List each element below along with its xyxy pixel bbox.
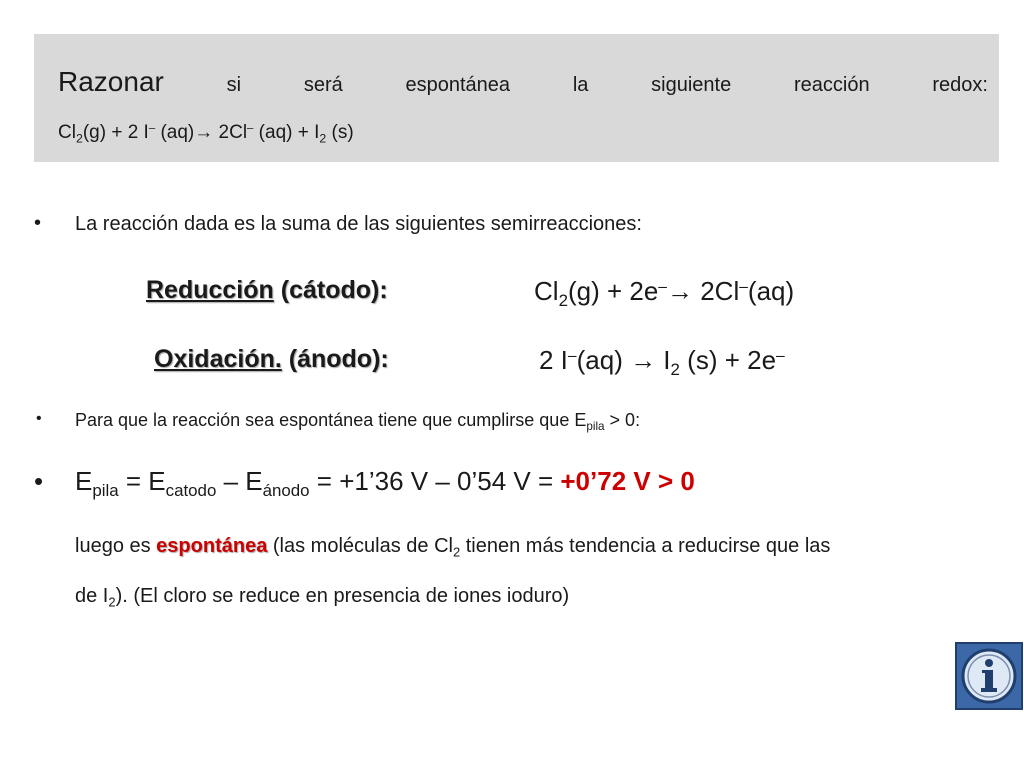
intro-text: La reacción dada es la suma de las siguientes semirreacciones:	[75, 213, 642, 235]
conclusion-line-2	[75, 585, 569, 608]
conclusion-sub: 2	[108, 594, 116, 610]
eq-part: Cl	[534, 276, 559, 306]
condition-part: Para que la reacción sea espontánea tiene que cumplirse que E	[75, 410, 587, 430]
question-box	[34, 34, 999, 162]
question-equation	[58, 122, 354, 144]
eq-sub: 2	[670, 359, 680, 379]
calc-part: E	[75, 466, 93, 496]
question-word: espontánea	[405, 74, 511, 96]
calc-part: = +1’36 V – 0’54 V =	[309, 466, 561, 496]
question-word: redox:	[932, 74, 988, 96]
eq-part: (aq)	[576, 345, 631, 375]
conclusion-sub: 2	[452, 544, 461, 560]
eq-part: 2Cl	[692, 276, 740, 306]
question-word: siguiente	[651, 74, 732, 96]
calc-part: = E	[118, 466, 166, 496]
oxidation-label-rest: (ánodo):	[281, 345, 389, 373]
bullet: •	[34, 466, 44, 496]
eq-sub: 2	[558, 290, 568, 310]
eq-part: (aq)	[747, 276, 795, 306]
oxidation-label-main: Oxidación.	[154, 345, 282, 373]
condition-text	[75, 410, 641, 434]
eq-part: (aq)	[155, 122, 195, 143]
arrow-glyph: →	[666, 276, 693, 306]
condition-sub: pila	[586, 420, 605, 434]
calc-sub: catodo	[165, 480, 217, 500]
condition-part: > 0:	[604, 410, 641, 430]
calc-sub: ánodo	[262, 480, 310, 500]
reduction-label-rest: (cátodo):	[273, 276, 388, 304]
eq-part: Cl	[58, 122, 76, 143]
question-word: si	[226, 74, 242, 96]
calc-sub: pila	[92, 480, 119, 500]
eq-sup: –	[658, 278, 667, 296]
eq-part: 2Cl	[213, 122, 248, 143]
calc-part: – E	[216, 466, 263, 496]
bullet: •	[34, 212, 42, 234]
reduction-label-main: Reducción	[146, 276, 274, 304]
question-word: reacción	[793, 74, 870, 96]
bullet: •	[36, 410, 42, 427]
eq-part: 2 I	[539, 345, 568, 375]
eq-sub: 2	[319, 131, 327, 146]
eq-part: (aq) + I	[253, 122, 320, 143]
conclusion-part: luego es	[75, 535, 157, 557]
reduction-label	[146, 276, 388, 305]
conclusion-highlight: espontánea	[156, 535, 268, 557]
reduction-equation	[534, 276, 795, 310]
eq-sup: –	[247, 122, 254, 135]
question-text	[58, 66, 988, 98]
eq-part: I	[656, 345, 671, 375]
eq-sup: –	[776, 347, 785, 365]
eq-sup: –	[148, 122, 156, 135]
eq-sup: –	[567, 347, 577, 365]
calc-result: +0’72 V > 0	[560, 466, 695, 496]
eq-sup: –	[739, 278, 748, 296]
conclusion-part: ). (El cloro se reduce en presencia de iones ioduro)	[115, 585, 570, 607]
conclusion-part: de I	[75, 585, 109, 607]
eq-part: (s)	[326, 122, 354, 143]
conclusion-part: tienen más tendencia a reducirse que las	[460, 535, 831, 557]
question-word: la	[572, 74, 589, 96]
info-icon	[960, 647, 1018, 705]
eq-part: (g) + 2e	[567, 276, 659, 306]
arrow-glyph: →	[194, 122, 214, 143]
conclusion-part: (las moléculas de Cl	[267, 535, 453, 557]
oxidation-equation	[539, 345, 785, 379]
arrow-glyph: →	[630, 345, 657, 375]
conclusion-line-1	[75, 535, 830, 558]
question-word: será	[303, 74, 343, 96]
oxidation-label	[154, 345, 389, 374]
calculation	[75, 466, 695, 500]
eq-sub: 2	[75, 131, 83, 146]
question-word: Razonar	[58, 66, 164, 97]
eq-part: (g) + 2 I	[82, 122, 149, 143]
info-button[interactable]	[955, 642, 1023, 710]
eq-part: (s) + 2e	[679, 345, 777, 375]
